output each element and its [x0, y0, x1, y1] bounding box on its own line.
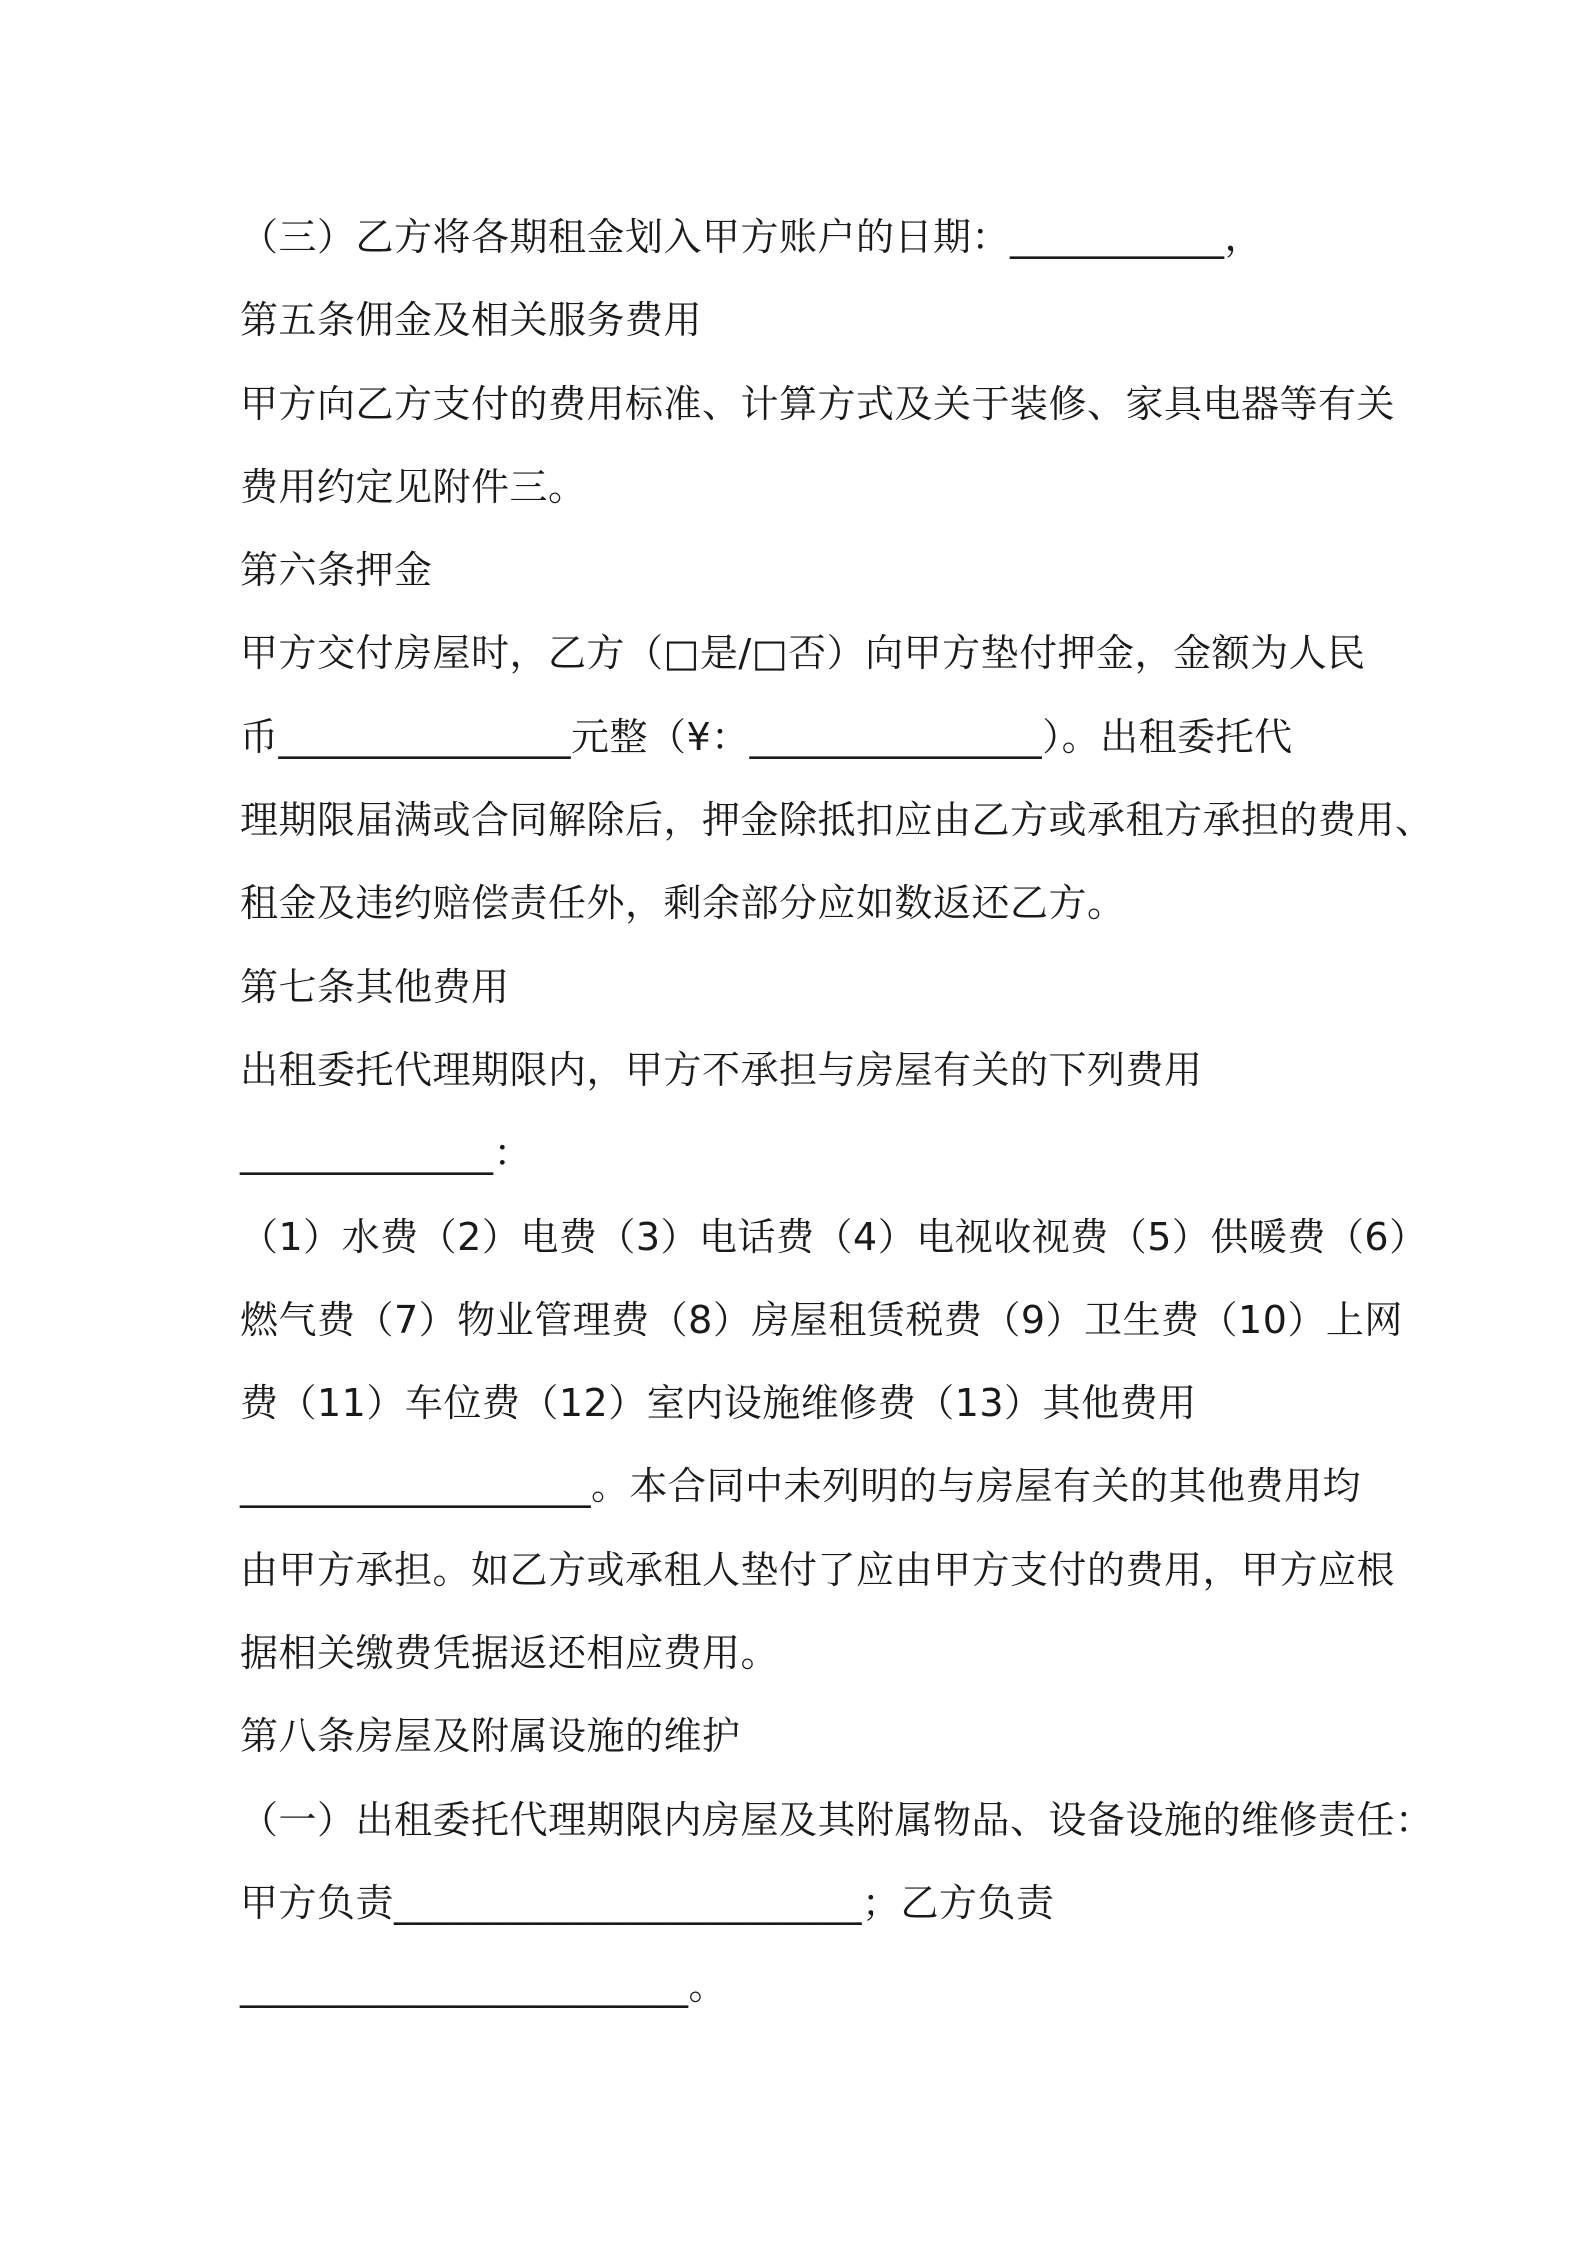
text-line: 理期限届满或合同解除后，押金除抵扣应由乙方或承租方承担的费用、 — [240, 798, 1434, 843]
text-line: _____________： — [240, 1131, 533, 1176]
text-line: 费用约定见附件三。 — [240, 464, 587, 509]
section-heading: 第五条佣金及相关服务费用 — [240, 298, 703, 343]
text-line: 甲方负责________________________；乙方负责 — [240, 1880, 1055, 1925]
text-line: 由甲方承担。如乙方或承租人垫付了应由甲方支付的费用，甲方应根 — [240, 1547, 1396, 1592]
section-heading: 第七条其他费用 — [240, 964, 510, 1009]
text-line: __________________。本合同中未列明的与房屋有关的其他费用均 — [240, 1464, 1362, 1509]
section-heading: 第八条房屋及附属设施的维护 — [240, 1714, 741, 1759]
text-line: 据相关缴费凭据返还相应费用。 — [240, 1631, 780, 1676]
text-line: _______________________。 — [240, 1964, 728, 2009]
text-line: （一）出租委托代理期限内房屋及其附属物品、设备设施的维修责任： — [240, 1797, 1434, 1842]
text-line: 出租委托代理期限内，甲方不承担与房屋有关的下列费用 — [240, 1047, 1203, 1092]
text-line: （1）水费（2）电费（3）电话费（4）电视收视费（5）供暖费（6） — [240, 1214, 1428, 1259]
text-line: 甲方向乙方支付的费用标准、计算方式及关于装修、家具电器等有关 — [240, 381, 1396, 426]
text-line: 费（11）车位费（12）室内设施维修费（13）其他费用 — [240, 1381, 1197, 1426]
text-line: 租金及违约赔偿责任外，剩余部分应如数返还乙方。 — [240, 881, 1126, 926]
text-line: （三）乙方将各期租金划入甲方账户的日期：___________， — [240, 215, 1264, 259]
section-heading: 第六条押金 — [240, 548, 433, 593]
text-line: 燃气费（7）物业管理费（8）房屋租赁税费（9）卫生费（10）上网 — [240, 1297, 1403, 1342]
document-body — [240, 196, 1434, 2029]
text-line: 币_______________元整（¥：_______________）。出租委托代 — [240, 714, 1293, 759]
text-line: 甲方交付房屋时，乙方（□是/□否）向甲方垫付押金，金额为人民 — [240, 631, 1366, 676]
